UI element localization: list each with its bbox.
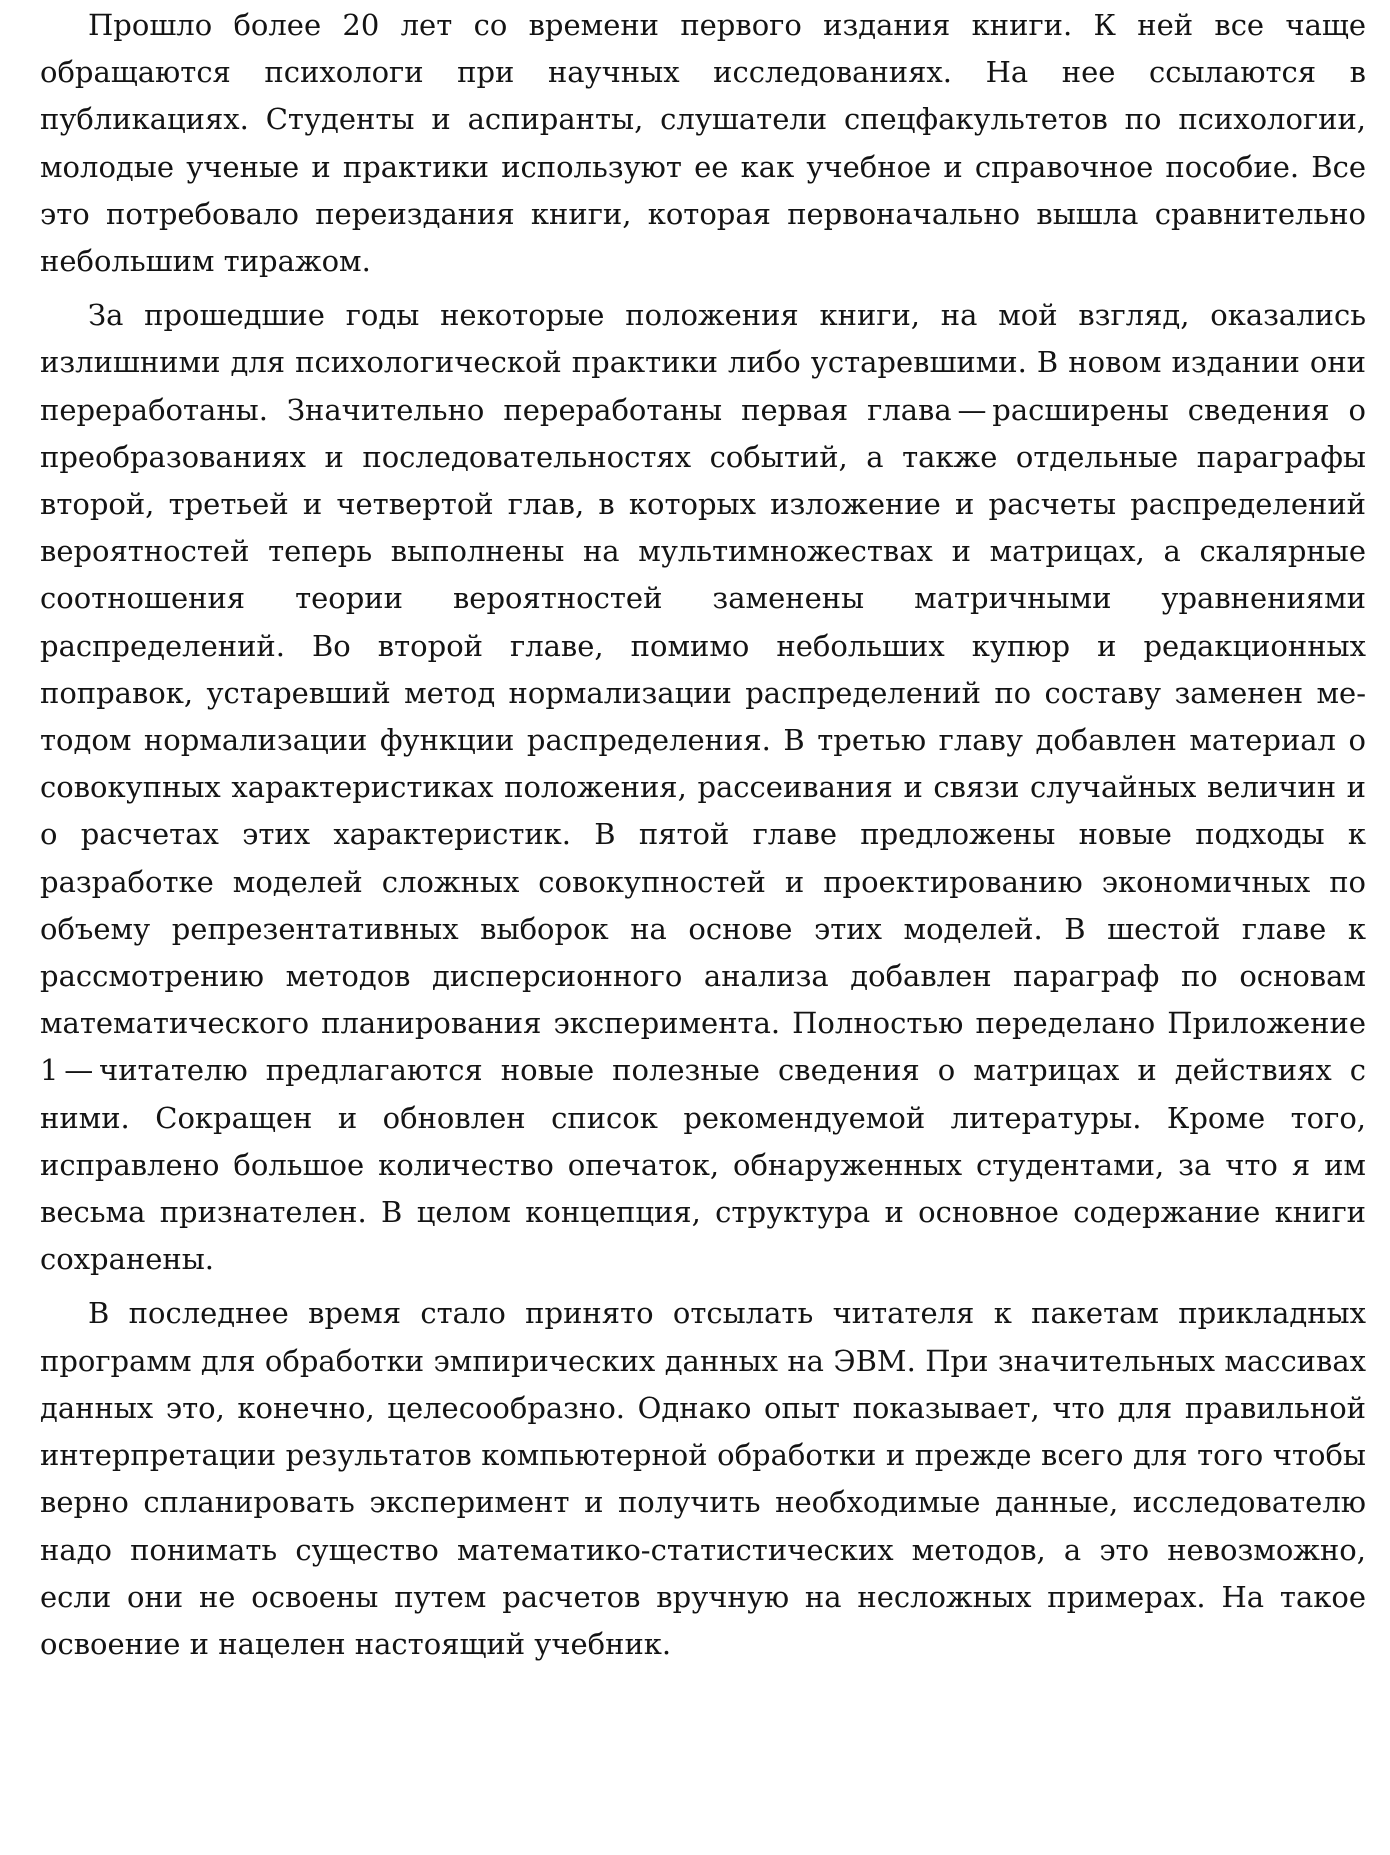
paragraph-3: В последнее время стало принято отсылать читателя к пакетам прикладных программ для обработки эмпирических данных на ЭВМ. При значительных массивах данных это, конечно, целесообразно. Однако опыт показывает, что для правильной интерпретации результатов компьютерной обработки и прежде всего для того чтобы верно спланировать эксперимент и получить необходимые данные, исследователю надо понимать существо математико-статистических методов, а это невозможно, если они не освоены путем расчетов вручную на несложных примерах. На такое освоение и нацелен настоящий учебник. [40, 1296, 1366, 1661]
paragraph-2: За прошедшие годы некоторые положения книги, на мой взгляд, оказались излишними для психологической практики либо устаревшими. В новом издании они переработаны. Значительно переработаны первая глава — расширены сведения о преобразованиях и последовательностях событий, а также отдельные параграфы второй, третьей и четвертой глав, в которых изложение и расчеты распределений вероятностей теперь выполнены на мультимножествах и матрицах, а скалярные соотношения теории вероятностей заменены матричными уравнениями распределений. Во второй главе, помимо небольших купюр и редакционных поправок, устаревший метод нормализации распределений по составу заменен методом нормализации функции распределения. В третью главу добавлен материал о совокупных характеристиках положения, рассеивания и связи случайных величин и о расчетах этих характеристик. В пятой главе предложены новые подходы к разработке моделей сложных совокупностей и проектированию экономичных по объему репрезентативных выборок на основе этих моделей. В шестой главе к рассмотрению методов дисперсионного анализа добавлен параграф по основам математического планирования эксперимента. Полностью переделано Приложение 1 — читателю предлагаются новые полезные сведения о матрицах и действиях с ними. Сокращен и обновлен список рекомендуемой литературы. Кроме того, исправлено большое количество опечаток, обнаруженных студентами, за что я им весьма признателен. В целом концепция, структура и основное содержание книги сохранены. [40, 298, 1366, 1277]
paragraph-1: Прошло более 20 лет со времени первого издания книги. К ней все чаще обращаются психологи при научных исследованиях. На нее ссылаются в публикациях. Студенты и аспиранты, слушатели спецфакультетов по психологии, молодые ученые и практики используют ее как учебное и справочное пособие. Все это потребовало переиздания книги, которая первоначально вышла сравнительно небольшим тиражом. [40, 8, 1366, 279]
